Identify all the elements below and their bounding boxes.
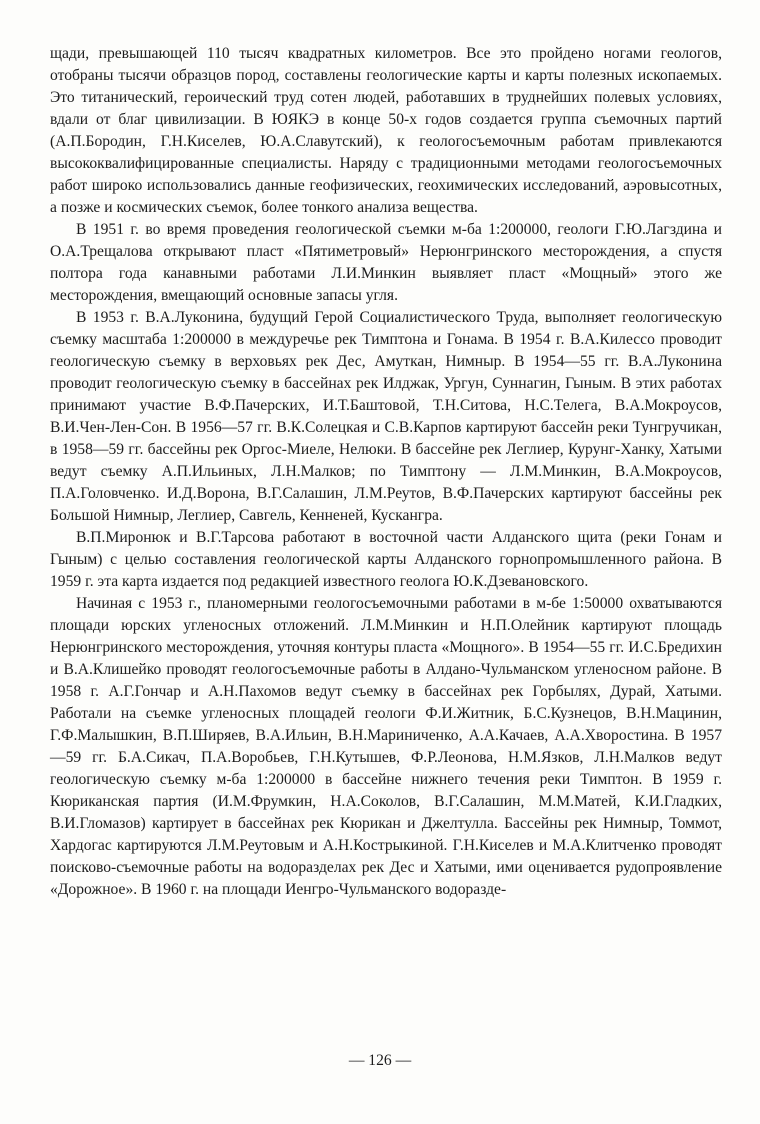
paragraph-3: В 1953 г. В.А.Луконина, будущий Герой Социалистического Труда, выполняет геологическую съемку масштаба 1:200000 в междуречье рек Тимптона и Гонама. В 1954 г. В.А.Килессо проводит геологическую съемку в верховьях рек Дес, Амуткан, Нимныр. В 1954—55 гг. В.А.Луконина проводит геологическую съемку в бассейнах рек Илджак, Ургун, Суннагин, Гыным. В этих работах принимают участие В.Ф.Пачерских, И.Т.Баштовой, Т.Н.Ситова, Н.С.Телега, В.А.Мокроусов, В.И.Чен-Лен-Сон. В 1956—57 гг. В.К.Солецкая и С.В.Карпов картируют бассейн реки Тунгручикан, в 1958—59 гг. бассейны рек Оргос-Миеле, Нелюки. В бассейне рек Леглиер, Курунг-Ханку, Хатыми ведут съемку А.П.Ильиных, Л.Н.Малков; по Тимптону — Л.М.Минкин, В.А.Мокроусов, П.А.Головченко. И.Д.Ворона, В.Г.Салашин, Л.М.Реутов, В.Ф.Пачерских картируют бассейны рек Большой Нимныр, Леглиер, Савгель, Кенненей, Кускангра. bbox=[50, 309, 722, 524]
paragraph-4: В.П.Миронюк и В.Г.Тарсова работают в восточной части Алданского щита (реки Гонам и Гыным) с целью составления геологической карты Алданского горнопромышленного района. В 1959 г. эта карта издается под редакцией известного геолога Ю.К.Дзевановского. bbox=[50, 529, 722, 590]
paragraph-1: щади, превышающей 110 тысяч квадратных километров. Все это пройдено ногами геологов, отобраны тысячи образцов пород, составлены геологические карты и карты полезных ископаемых. Это титанический, героический труд сотен людей, работавших в труднейших полевых условиях, вдали от благ цивилизации. В ЮЯКЭ в конце 50-х годов создается группа съемочных партий (А.П.Бородин, Г.Н.Киселев, Ю.А.Славутский), к геологосъемочным работам привлекаются высококвалифицированные специалисты. Наряду с традиционными методами геологосъемочных работ широко использовались данные геофизических, геохимических исследований, аэровысотных, а позже и космических съемок, более тонкого анализа вещества. bbox=[50, 45, 722, 216]
paragraph-2: В 1951 г. во время проведения геологической съемки м-ба 1:200000, геологи Г.Ю.Лагздина и О.А.Трещалова открывают пласт «Пятиметровый» Нерюнгринского месторождения, а спустя полтора года канавными работами Л.И.Минкин выявляет пласт «Мощный» этого же месторождения, вмещающий основные запасы угля. bbox=[50, 221, 722, 304]
paragraph-5: Начиная с 1953 г., планомерными геологосъемочными работами в м-бе 1:50000 охватываются площади юрских угленосных отложений. Л.М.Минкин и Н.П.Олейник картируют площадь Нерюнгринского месторождения, уточняя контуры пласта «Мощного». В 1954—55 гг. И.С.Бредихин и В.А.Клишейко проводят геологосъемочные работы в Алдано-Чульманском угленосном районе. В 1958 г. А.Г.Гончар и А.Н.Пахомов ведут съемку в бассейнах рек Горбылях, Дурай, Хатыми. Работали на съемке угленосных площадей геологи Ф.И.Житник, Б.С.Кузнецов, В.Н.Мацинин, Г.Ф.Малышкин, В.П.Ширяев, В.А.Ильин, В.Н.Мариниченко, А.А.Качаев, А.А.Хворостина. В 1957—59 гг. Б.А.Сикач, П.А.Воробьев, Г.Н.Кутышев, Ф.Р.Леонова, Н.М.Язков, Л.Н.Малков ведут геологическую съемку м-ба 1:200000 в бассейне нижнего течения реки Тимптон. В 1959 г. Кюриканская партия (И.М.Фрумкин, Н.А.Соколов, В.Г.Салашин, М.М.Матей, К.И.Гладких, В.И.Гломазов) картирует в бассейнах рек Кюрикан и Джелтулла. Бассейны рек Нимныр, Томмот, Хардогас картируются Л.М.Реутовым и А.Н.Кострыкиной. Г.Н.Киселев и М.А.Клитченко проводят поисково-съемочные работы на водоразделах рек Дес и Хатыми, ими оценивается рудопроявление «Дорожное». В 1960 г. на площади Иенгро-Чульманского водоразде- bbox=[50, 595, 722, 898]
page-number: — 126 — bbox=[348, 1052, 412, 1069]
text-column bbox=[50, 43, 722, 901]
